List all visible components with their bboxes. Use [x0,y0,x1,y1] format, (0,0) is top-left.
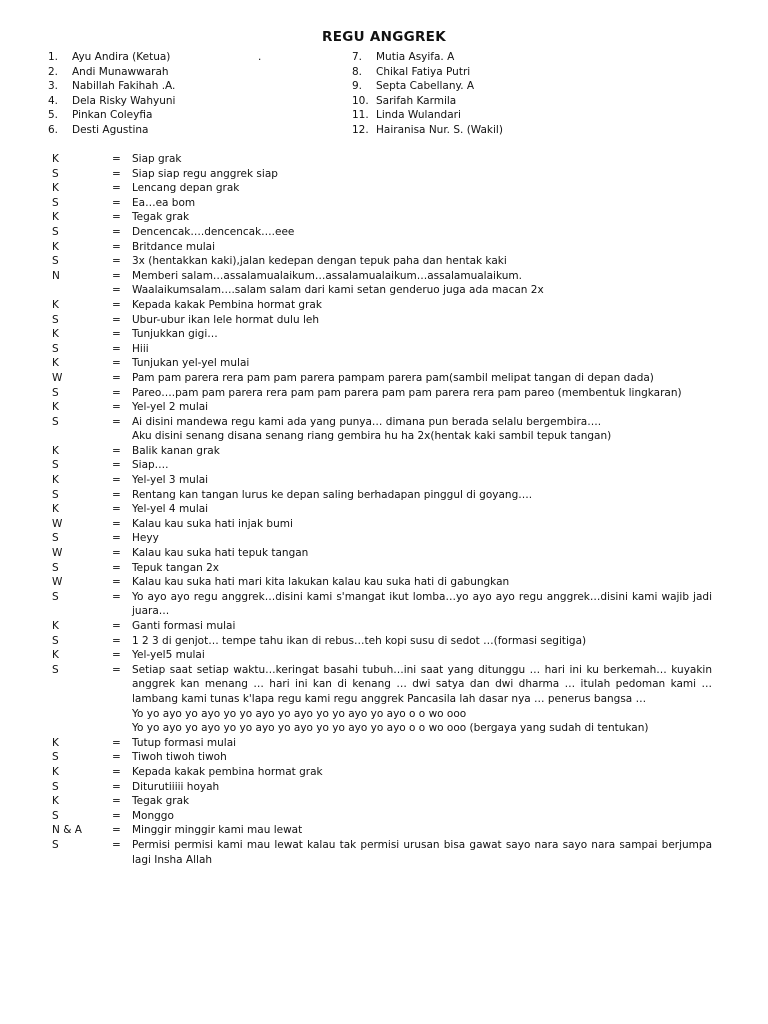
script-text-line: Waalaikumsalam….salam salam dari kami setan genderuo juga ada macan 2x [132,284,544,297]
equals-sign: = [112,211,121,224]
speaker-code: S [52,225,59,238]
script-text-line: Kalau kau suka hati mari kita lakukan kalau kau suka hati di gabungkan [132,576,510,589]
member-name: Pinkan Coleyfia [72,109,153,122]
script-text-line: Rentang kan tangan lurus ke depan saling berhadapan pinggul di goyang…. [132,488,533,501]
script-text [132,458,712,473]
equals-sign: = [112,532,121,545]
speaker-code: K [52,298,59,311]
script-text-line: Tutup formasi mulai [132,736,237,749]
equals-sign: = [112,736,121,749]
equals-sign: = [112,649,121,662]
speaker-code: K [52,474,59,487]
script-text [132,152,712,167]
speaker-code: K [52,153,59,165]
member-number: 3. [48,80,59,93]
script-text-line: Kalau kau suka hati injak bumi [132,517,293,530]
member-name: Chikal Fatiya Putri [376,65,471,78]
speaker-code: W [52,576,63,589]
equals-sign: = [112,153,121,165]
member-item [48,94,348,109]
member-name: Ayu Andira (Ketua) [72,51,171,63]
member-column-left [48,50,348,138]
script-line [52,444,712,459]
script-text [132,502,712,517]
script-line [52,283,712,298]
script-line [52,590,712,619]
speaker-code: S [52,167,59,180]
script-line [52,561,712,576]
script-line [52,517,712,532]
member-number: 9. [352,80,363,93]
stray-dot: . [258,51,262,63]
script-text [132,342,712,357]
member-name: Dela Risky Wahyuni [72,94,176,107]
script-text-line: Aku disini senang disana senang riang gembira hu ha 2x(hentak kaki sambil tepuk tangan) [132,430,612,443]
speaker-code: S [52,342,59,355]
script-text [132,794,712,809]
speaker-code: K [52,401,59,414]
speaker-code: S [52,459,59,472]
script-text-line: Yel-yel5 mulai [132,649,205,662]
speaker-code: K [52,795,59,808]
script-text-line: 3x (hentakkan kaki),jalan kedepan dengan tepuk paha dan hentak kaki [132,255,507,268]
speaker-code: K [52,444,59,457]
member-number: 11. [352,109,369,122]
member-name: Nabillah Fakihah .A. [72,80,176,93]
script-text-line: Kepada kakak Pembina hormat grak [132,298,322,311]
script-text-line: Yo ayo ayo regu anggrek…disini kami s'mangat ikut lomba…yo ayo ayo regu anggrek…disini kami wajib jadi juara… [132,590,712,618]
speaker-code: S [52,838,59,851]
script-line [52,473,712,488]
script-line [52,458,712,473]
script-line [52,750,712,765]
script-text-line: Minggir minggir kami mau lewat [132,824,303,837]
equals-sign: = [112,620,121,632]
equals-sign: = [112,225,121,238]
script-text-line: Yo yo ayo yo ayo yo yo ayo yo ayo yo yo ayo yo ayo o o wo ooo [132,707,467,720]
member-item [352,123,732,138]
speaker-code: S [52,532,59,545]
member-name: Linda Wulandari [376,109,461,122]
member-list [48,50,728,140]
equals-sign: = [112,547,121,560]
member-name: Sarifah Karmila [376,94,457,107]
member-name: Andi Munawwarah [72,65,169,78]
member-number: 4. [48,94,59,107]
speaker-code: S [52,196,59,209]
speaker-code: S [52,313,59,326]
speaker-code: K [52,328,59,341]
member-item [48,108,348,123]
script-line [52,327,712,342]
script-text [132,254,712,269]
script-text [132,663,712,736]
equals-sign: = [112,269,121,282]
script-text [132,400,712,415]
script-line [52,240,712,255]
script-text [132,327,712,342]
script-text-line: Dencencak….dencencak….eee [132,225,295,238]
speaker-code: K [52,357,59,370]
script-text-line: Kalau kau suka hati tepuk tangan [132,547,309,560]
member-item [352,50,732,65]
script-text-line: Tegak grak [132,211,190,224]
script-text [132,765,712,780]
script-text [132,561,712,576]
document-title: REGU ANGGREK [322,29,446,45]
script-text [132,809,712,824]
script-text-line: Ea…ea bom [132,196,196,209]
script-text-line: Diturutiiiii hoyah [132,780,220,793]
script-text [132,283,712,298]
member-item [352,94,732,109]
member-name: Septa Cabellany. A [376,80,475,93]
member-name: Desti Agustina [72,123,149,136]
equals-sign: = [112,357,121,370]
equals-sign: = [112,401,121,414]
script-line [52,386,712,401]
script-text-line: Siap siap regu anggrek siap [132,167,278,180]
equals-sign: = [112,459,121,472]
script-line [52,794,712,809]
script-text-line: Yel-yel 3 mulai [132,474,209,487]
speaker-code: K [52,182,59,195]
equals-sign: = [112,313,121,326]
speaker-code: W [52,547,63,560]
equals-sign: = [112,634,121,647]
equals-sign: = [112,342,121,355]
script-text-line: Balik kanan grak [132,444,220,457]
script-line [52,225,712,240]
script-line [52,196,712,211]
cheer-script [52,152,712,867]
script-text-line: Memberi salam…assalamualaikum…assalamualaikum…assalamualaikum. [132,269,522,282]
script-text [132,210,712,225]
equals-sign: = [112,255,121,268]
script-text [132,546,712,561]
speaker-code: S [52,488,59,501]
script-text-line: Tiwoh tiwoh tiwoh [132,751,227,764]
equals-sign: = [112,444,121,457]
script-text-line: Permisi permisi kami mau lewat kalau tak permisi urusan bisa gawat sayo nara sayo nara sampai berjumpa lagi Insha Allah [132,838,712,866]
script-text-line: Lencang depan grak [132,182,240,195]
script-line [52,313,712,328]
script-text [132,371,712,386]
script-line [52,531,712,546]
script-text [132,386,712,401]
script-text-line: Siap grak [132,153,182,165]
script-line [52,809,712,824]
script-line [52,167,712,182]
script-text [132,240,712,255]
script-line [52,838,712,867]
script-line [52,780,712,795]
member-number: 6. [48,123,59,136]
speaker-code: K [52,736,59,749]
equals-sign: = [112,517,121,530]
speaker-code: K [52,211,59,224]
script-text-line: Setiap saat setiap waktu…keringat basahi tubuh…ini saat yang ditunggu … hari ini ku berkemah… kuyakin anggrek kan menang … hari ini kan di kenang … dwi satya dan dwi dharma … itulah pedoman kami … lambang kami tunas k'lapa regu kami regu anggrek Pancasila lah dasar nya … penerus bangsa … [132,663,712,705]
script-line [52,152,712,167]
script-text [132,823,712,838]
script-text-line: Hiii [132,342,149,355]
equals-sign: = [112,838,121,851]
script-line [52,823,712,838]
script-text-line: Tunjukan yel-yel mulai [132,357,250,370]
script-line [52,663,712,736]
member-number: 1. [48,51,59,63]
member-item [352,79,732,94]
script-text-line: Tegak grak [132,795,190,808]
script-text-line: Britdance mulai [132,240,216,253]
member-number: 12. [352,123,369,136]
equals-sign: = [112,795,121,808]
script-text [132,517,712,532]
script-line [52,210,712,225]
member-item [48,50,348,65]
script-line [52,575,712,590]
script-text-line: Ai disini mandewa regu kami ada yang punya… dimana pun berada selalu bergembira…. [132,415,602,428]
equals-sign: = [112,590,121,603]
script-line [52,342,712,357]
equals-sign: = [112,488,121,501]
speaker-code: K [52,503,59,516]
script-text-line: Siap…. [132,459,169,472]
script-text [132,444,712,459]
script-text [132,648,712,663]
script-text [132,838,712,867]
speaker-code: S [52,590,59,603]
script-line [52,400,712,415]
speaker-code: N [52,269,60,282]
script-text-line: Pam pam parera rera pam pam parera pampam parera pam(sambil melipat tangan di depan dada) [132,371,654,384]
speaker-code: K [52,649,59,662]
script-text [132,473,712,488]
member-name: Hairanisa Nur. S. (Wakil) [376,123,503,136]
equals-sign: = [112,167,121,180]
script-line [52,269,712,284]
equals-sign: = [112,474,121,487]
equals-sign: = [112,824,121,837]
script-text-line: Yel-yel 4 mulai [132,503,209,516]
script-text-line: Yel-yel 2 mulai [132,401,209,414]
member-item [48,79,348,94]
speaker-code: S [52,561,59,574]
speaker-code: S [52,809,59,822]
member-number: 5. [48,109,59,122]
member-item [48,123,348,138]
speaker-code: W [52,517,63,530]
script-line [52,736,712,751]
script-text [132,356,712,371]
speaker-code: S [52,751,59,764]
script-line [52,634,712,649]
speaker-code: S [52,780,59,793]
equals-sign: = [112,663,121,676]
script-line [52,546,712,561]
script-text-line: Ganti formasi mulai [132,620,236,632]
script-line [52,356,712,371]
script-text [132,575,712,590]
equals-sign: = [112,765,121,778]
script-line [52,502,712,517]
script-text [132,634,712,649]
member-name: Mutia Asyifa. A [376,51,455,63]
script-line [52,415,712,444]
equals-sign: = [112,196,121,209]
equals-sign: = [112,371,121,384]
member-item [48,65,348,80]
member-number: 7. [352,51,363,63]
script-text [132,167,712,182]
script-text-line: Yo yo ayo yo ayo yo yo ayo yo ayo yo yo ayo yo ayo o o wo ooo (bergaya yang sudah di tentukan) [132,722,649,735]
script-text-line: Tepuk tangan 2x [132,561,220,574]
script-line [52,181,712,196]
equals-sign: = [112,576,121,589]
script-text [132,750,712,765]
equals-sign: = [112,780,121,793]
speaker-code: K [52,620,59,632]
speaker-code: S [52,386,59,399]
equals-sign: = [112,809,121,822]
script-text [132,590,712,619]
member-column-right [352,50,732,138]
script-line [52,371,712,386]
script-text [132,531,712,546]
equals-sign: = [112,284,121,297]
script-text [132,619,712,634]
member-number: 8. [352,65,363,78]
script-text-line: Pareo….pam pam parera rera pam pam parera pam pam parera rera pam pareo (membentuk lingkaran) [132,386,682,399]
script-text [132,181,712,196]
script-text-line: 1 2 3 di genjot… tempe tahu ikan di rebus…teh kopi susu di sedot …(formasi segitiga) [132,634,587,647]
script-text [132,298,712,313]
speaker-code: N & A [52,824,82,837]
equals-sign: = [112,415,121,428]
script-line [52,488,712,503]
script-text [132,780,712,795]
equals-sign: = [112,561,121,574]
speaker-code: S [52,415,59,428]
script-text [132,488,712,503]
member-item [352,108,732,123]
equals-sign: = [112,751,121,764]
equals-sign: = [112,328,121,341]
script-text-line: Heyy [132,532,159,545]
speaker-code: S [52,255,59,268]
script-text [132,225,712,240]
script-line [52,298,712,313]
speaker-code: K [52,765,59,778]
script-text-line: Tunjukkan gigi… [132,328,218,341]
speaker-code: S [52,634,59,647]
script-line [52,648,712,663]
script-text [132,415,712,444]
equals-sign: = [112,182,121,195]
equals-sign: = [112,240,121,253]
member-item [352,65,732,80]
script-text-line: Ubur-ubur ikan lele hormat dulu leh [132,313,319,326]
script-line [52,254,712,269]
script-text-line: Kepada kakak pembina hormat grak [132,765,323,778]
member-number: 2. [48,65,59,78]
equals-sign: = [112,503,121,516]
script-text [132,196,712,211]
speaker-code: W [52,371,63,384]
speaker-code: S [52,663,59,676]
script-text-line: Monggo [132,809,174,822]
script-text [132,269,712,284]
script-text [132,736,712,751]
script-line [52,619,712,634]
script-text [132,313,712,328]
equals-sign: = [112,386,121,399]
equals-sign: = [112,298,121,311]
member-number: 10. [352,94,369,107]
script-line [52,765,712,780]
speaker-code: K [52,240,59,253]
